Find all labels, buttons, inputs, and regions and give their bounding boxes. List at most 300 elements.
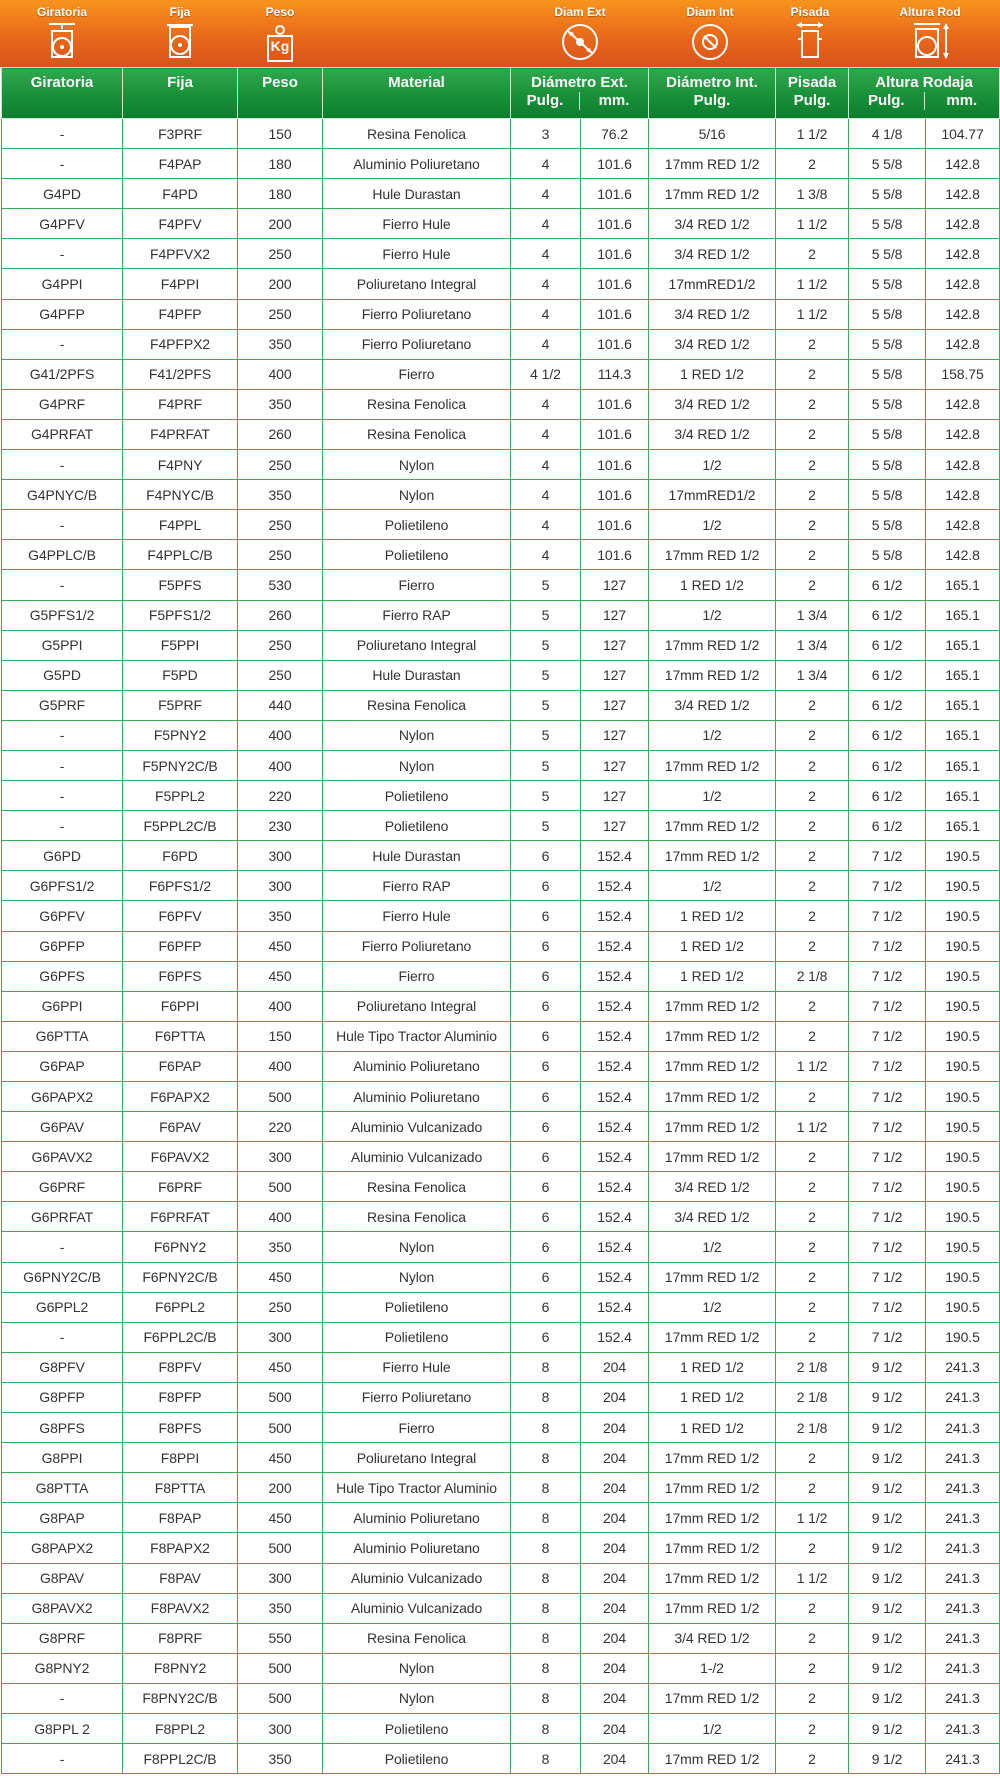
cell-diam-ext-pulg: 6 (511, 1172, 581, 1202)
cell-altura-pulg: 9 1/2 (849, 1503, 926, 1533)
cell-altura-pulg: 7 1/2 (849, 991, 926, 1021)
cell-diam-ext-pulg: 8 (511, 1713, 581, 1743)
cell-diam-ext-pulg: 5 (511, 690, 581, 720)
cell-altura-pulg: 5 5/8 (849, 329, 926, 359)
cell-giratoria: G6PNY2C/B (2, 1262, 123, 1292)
cell-diam-ext-mm: 127 (581, 720, 649, 750)
cell-diam-ext-pulg: 4 (511, 510, 581, 540)
cell-altura-mm: 142.8 (926, 419, 1000, 449)
cell-diam-ext-mm: 152.4 (581, 961, 649, 991)
cell-diam-ext-pulg: 4 (511, 209, 581, 239)
cell-diam-ext-pulg: 8 (511, 1744, 581, 1774)
cell-pisada-pulg: 2 (776, 480, 849, 510)
table-row (2, 329, 1000, 359)
cell-fija: F8PAPX2 (123, 1533, 238, 1563)
cell-diam-ext-pulg: 4 1/2 (511, 359, 581, 389)
cell-pisada-pulg: 2 1/8 (776, 1352, 849, 1382)
cell-diam-int-pulg: 1 RED 1/2 (649, 359, 776, 389)
cell-giratoria: G8PFS (2, 1413, 123, 1443)
cell-diam-ext-pulg: 5 (511, 660, 581, 690)
cell-altura-mm: 190.5 (926, 1232, 1000, 1262)
cell-fija: F8PNY2 (123, 1653, 238, 1683)
cell-pisada-pulg: 1 3/4 (776, 600, 849, 630)
cell-peso: 200 (238, 209, 323, 239)
cell-material: Aluminio Vulcanizado (323, 1593, 511, 1623)
cell-pisada-pulg: 2 (776, 841, 849, 871)
cell-diam-ext-pulg: 4 (511, 389, 581, 419)
cell-giratoria: G4PD (2, 179, 123, 209)
cell-peso: 150 (238, 1021, 323, 1051)
cell-diam-ext-mm: 127 (581, 660, 649, 690)
cell-altura-mm: 142.8 (926, 389, 1000, 419)
table-row (2, 1563, 1000, 1593)
cell-diam-ext-mm: 204 (581, 1744, 649, 1774)
cell-material: Fierro (323, 961, 511, 991)
col-header-altura-rodaja: Altura Rodaja Pulg. mm. (849, 68, 1000, 119)
cell-diam-ext-mm: 101.6 (581, 450, 649, 480)
cell-diam-int-pulg: 17mm RED 1/2 (649, 1473, 776, 1503)
icon-label-diam-ext: Diam Ext (554, 5, 606, 19)
cell-giratoria: G41/2PFS (2, 359, 123, 389)
cell-diam-ext-pulg: 4 (511, 239, 581, 269)
cell-diam-ext-mm: 204 (581, 1352, 649, 1382)
cell-diam-int-pulg: 1/2 (649, 781, 776, 811)
cell-altura-pulg: 9 1/2 (849, 1623, 926, 1653)
cell-altura-pulg: 7 1/2 (849, 1322, 926, 1352)
cell-material: Aluminio Poliuretano (323, 1082, 511, 1112)
cell-diam-ext-pulg: 6 (511, 871, 581, 901)
cell-altura-mm: 190.5 (926, 961, 1000, 991)
cell-diam-ext-pulg: 6 (511, 1082, 581, 1112)
cell-peso: 450 (238, 1262, 323, 1292)
cell-giratoria: G6PFS (2, 961, 123, 991)
cell-diam-ext-mm: 152.4 (581, 1232, 649, 1262)
cell-altura-mm: 142.8 (926, 450, 1000, 480)
table-row (2, 1352, 1000, 1382)
cell-peso: 300 (238, 1563, 323, 1593)
table-row (2, 1443, 1000, 1473)
cell-giratoria: - (2, 149, 123, 179)
cell-giratoria: G4PRFAT (2, 419, 123, 449)
cell-diam-ext-pulg: 6 (511, 1202, 581, 1232)
cell-material: Aluminio Poliuretano (323, 1533, 511, 1563)
cell-giratoria: G6PFS1/2 (2, 871, 123, 901)
cell-fija: F8PNY2C/B (123, 1683, 238, 1713)
cell-peso: 500 (238, 1082, 323, 1112)
cell-fija: F4PNYC/B (123, 480, 238, 510)
table-row (2, 690, 1000, 720)
cell-giratoria: G8PRF (2, 1623, 123, 1653)
table-row (2, 811, 1000, 841)
cell-giratoria: - (2, 750, 123, 780)
cell-fija: F8PFP (123, 1382, 238, 1412)
cell-diam-int-pulg: 1/2 (649, 510, 776, 540)
cell-giratoria: G8PTTA (2, 1473, 123, 1503)
cell-diam-ext-pulg: 8 (511, 1683, 581, 1713)
cell-altura-mm: 241.3 (926, 1443, 1000, 1473)
cell-giratoria: G5PPI (2, 630, 123, 660)
cell-pisada-pulg: 2 (776, 1082, 849, 1112)
cell-fija: F4PPI (123, 269, 238, 299)
col-header-diametro-int: Diámetro Int. Pulg. (649, 68, 776, 119)
cell-diam-int-pulg: 17mm RED 1/2 (649, 1683, 776, 1713)
cell-giratoria: G6PAPX2 (2, 1082, 123, 1112)
cell-giratoria: - (2, 1744, 123, 1774)
cell-diam-ext-pulg: 8 (511, 1653, 581, 1683)
cell-altura-mm: 190.5 (926, 1202, 1000, 1232)
cell-diam-ext-mm: 204 (581, 1623, 649, 1653)
cell-material: Fierro Hule (323, 1352, 511, 1382)
cell-pisada-pulg: 1 3/8 (776, 179, 849, 209)
cell-diam-int-pulg: 17mmRED1/2 (649, 480, 776, 510)
cell-fija: F5PPL2 (123, 781, 238, 811)
cell-diam-ext-mm: 204 (581, 1503, 649, 1533)
cell-giratoria: G6PAVX2 (2, 1142, 123, 1172)
cell-altura-mm: 241.3 (926, 1653, 1000, 1683)
cell-altura-mm: 165.1 (926, 660, 1000, 690)
cell-diam-int-pulg: 1/2 (649, 1713, 776, 1743)
table-row (2, 1473, 1000, 1503)
cell-diam-ext-mm: 76.2 (581, 119, 649, 149)
cell-material: Aluminio Vulcanizado (323, 1563, 511, 1593)
cell-diam-ext-mm: 101.6 (581, 149, 649, 179)
cell-diam-ext-mm: 152.4 (581, 991, 649, 1021)
cell-material: Fierro Poliuretano (323, 931, 511, 961)
cell-material: Aluminio Poliuretano (323, 1503, 511, 1533)
cell-pisada-pulg: 2 (776, 1473, 849, 1503)
cell-diam-int-pulg: 1/2 (649, 720, 776, 750)
cell-altura-pulg: 6 1/2 (849, 660, 926, 690)
cell-peso: 250 (238, 510, 323, 540)
cell-diam-ext-mm: 204 (581, 1533, 649, 1563)
cell-material: Fierro Poliuretano (323, 1382, 511, 1412)
cell-diam-ext-pulg: 6 (511, 961, 581, 991)
cell-giratoria: G4PFP (2, 299, 123, 329)
cell-diam-ext-pulg: 8 (511, 1593, 581, 1623)
cell-altura-mm: 241.3 (926, 1563, 1000, 1593)
cell-peso: 500 (238, 1413, 323, 1443)
cell-giratoria: - (2, 1683, 123, 1713)
table-row (2, 450, 1000, 480)
cell-altura-pulg: 7 1/2 (849, 1021, 926, 1051)
cell-altura-mm: 142.8 (926, 179, 1000, 209)
cell-altura-pulg: 7 1/2 (849, 1292, 926, 1322)
cell-diam-int-pulg: 1 RED 1/2 (649, 1413, 776, 1443)
cell-fija: F5PNY2 (123, 720, 238, 750)
cell-diam-ext-mm: 152.4 (581, 1082, 649, 1112)
cell-material: Fierro Poliuretano (323, 299, 511, 329)
cell-diam-ext-mm: 114.3 (581, 359, 649, 389)
table-row (2, 359, 1000, 389)
cell-fija: F4PAP (123, 149, 238, 179)
cell-peso: 200 (238, 1473, 323, 1503)
cell-diam-int-pulg: 17mm RED 1/2 (649, 1082, 776, 1112)
cell-giratoria: - (2, 570, 123, 600)
cell-material: Fierro RAP (323, 871, 511, 901)
cell-diam-ext-mm: 127 (581, 750, 649, 780)
cell-material: Fierro Hule (323, 239, 511, 269)
cell-material: Hule Durastan (323, 841, 511, 871)
cell-material: Resina Fenolica (323, 1202, 511, 1232)
table-row (2, 1744, 1000, 1774)
cell-diam-ext-pulg: 4 (511, 329, 581, 359)
cell-peso: 400 (238, 1202, 323, 1232)
cell-giratoria: G6PRF (2, 1172, 123, 1202)
cell-material: Resina Fenolica (323, 690, 511, 720)
icon-header-band (0, 0, 1000, 67)
table-row (2, 630, 1000, 660)
weight-icon (265, 21, 295, 61)
cell-diam-ext-pulg: 4 (511, 299, 581, 329)
cell-diam-ext-mm: 127 (581, 811, 649, 841)
cell-diam-ext-mm: 152.4 (581, 1292, 649, 1322)
cell-material: Poliuretano Integral (323, 1443, 511, 1473)
cell-giratoria: - (2, 450, 123, 480)
cell-diam-ext-pulg: 6 (511, 1232, 581, 1262)
cell-fija: F4PFPX2 (123, 329, 238, 359)
cell-fija: F6PNY2C/B (123, 1262, 238, 1292)
cell-altura-mm: 142.8 (926, 510, 1000, 540)
cell-giratoria: - (2, 811, 123, 841)
cell-pisada-pulg: 2 (776, 389, 849, 419)
cell-material: Hule Durastan (323, 179, 511, 209)
cell-fija: F6PNY2 (123, 1232, 238, 1262)
icon-header-giratoria (22, 0, 102, 67)
table-row (2, 1593, 1000, 1623)
cell-fija: F6PFV (123, 901, 238, 931)
col-subheader-diametro-ext-mm: mm. (579, 92, 648, 110)
table-row (2, 1413, 1000, 1443)
cell-peso: 350 (238, 1593, 323, 1623)
cell-altura-mm: 190.5 (926, 991, 1000, 1021)
cell-giratoria: G4PFV (2, 209, 123, 239)
cell-material: Fierro RAP (323, 600, 511, 630)
cell-fija: F6PFP (123, 931, 238, 961)
cell-peso: 450 (238, 1443, 323, 1473)
cell-altura-mm: 165.1 (926, 720, 1000, 750)
table-row (2, 1322, 1000, 1352)
cell-fija: F8PPI (123, 1443, 238, 1473)
cell-diam-int-pulg: 3/4 RED 1/2 (649, 690, 776, 720)
cell-diam-int-pulg: 1 RED 1/2 (649, 1352, 776, 1382)
icon-label-fija: Fija (169, 5, 191, 19)
cell-diam-ext-mm: 204 (581, 1382, 649, 1412)
cell-diam-ext-pulg: 5 (511, 630, 581, 660)
cell-diam-ext-pulg: 5 (511, 570, 581, 600)
cell-diam-int-pulg: 1/2 (649, 1232, 776, 1262)
cell-pisada-pulg: 2 (776, 570, 849, 600)
cell-diam-int-pulg: 3/4 RED 1/2 (649, 419, 776, 449)
cell-pisada-pulg: 2 (776, 540, 849, 570)
cell-diam-int-pulg: 17mm RED 1/2 (649, 630, 776, 660)
cell-diam-ext-mm: 101.6 (581, 419, 649, 449)
table-row (2, 1232, 1000, 1262)
cell-altura-pulg: 7 1/2 (849, 1142, 926, 1172)
wheel-height-icon (908, 21, 952, 61)
cell-altura-mm: 241.3 (926, 1533, 1000, 1563)
cell-pisada-pulg: 2 (776, 419, 849, 449)
cell-material: Fierro Hule (323, 901, 511, 931)
table-row (2, 781, 1000, 811)
cell-diam-ext-mm: 101.6 (581, 510, 649, 540)
cell-altura-pulg: 5 5/8 (849, 450, 926, 480)
cell-altura-pulg: 9 1/2 (849, 1473, 926, 1503)
cell-diam-ext-pulg: 5 (511, 720, 581, 750)
cell-altura-pulg: 9 1/2 (849, 1744, 926, 1774)
cell-diam-ext-mm: 152.4 (581, 841, 649, 871)
cell-diam-int-pulg: 17mm RED 1/2 (649, 1593, 776, 1623)
cell-peso: 450 (238, 1352, 323, 1382)
cell-pisada-pulg: 1 3/4 (776, 660, 849, 690)
cell-altura-mm: 142.8 (926, 480, 1000, 510)
cell-diam-int-pulg: 17mm RED 1/2 (649, 1533, 776, 1563)
cell-altura-mm: 142.8 (926, 239, 1000, 269)
cell-altura-mm: 158.75 (926, 359, 1000, 389)
cell-diam-ext-pulg: 8 (511, 1473, 581, 1503)
cell-peso: 530 (238, 570, 323, 600)
table-row (2, 209, 1000, 239)
cell-material: Resina Fenolica (323, 419, 511, 449)
col-header-material: Material (323, 68, 511, 119)
cell-diam-ext-pulg: 6 (511, 1322, 581, 1352)
cell-diam-int-pulg: 1/2 (649, 1292, 776, 1322)
table-row (2, 1503, 1000, 1533)
cell-giratoria: G8PAV (2, 1563, 123, 1593)
cell-fija: F6PFS1/2 (123, 871, 238, 901)
cell-giratoria: G6PAV (2, 1112, 123, 1142)
cell-diam-ext-mm: 152.4 (581, 1142, 649, 1172)
cell-altura-pulg: 7 1/2 (849, 961, 926, 991)
cell-altura-pulg: 6 1/2 (849, 781, 926, 811)
cell-fija: F5PRF (123, 690, 238, 720)
cell-material: Polietileno (323, 781, 511, 811)
cell-pisada-pulg: 2 1/8 (776, 1382, 849, 1412)
cell-diam-int-pulg: 17mm RED 1/2 (649, 660, 776, 690)
cell-diam-ext-pulg: 8 (511, 1503, 581, 1533)
cell-altura-mm: 241.3 (926, 1713, 1000, 1743)
cell-giratoria: G4PPI (2, 269, 123, 299)
cell-peso: 350 (238, 389, 323, 419)
cell-altura-mm: 241.3 (926, 1593, 1000, 1623)
cell-altura-pulg: 5 5/8 (849, 179, 926, 209)
cell-altura-mm: 241.3 (926, 1744, 1000, 1774)
cell-diam-ext-pulg: 4 (511, 419, 581, 449)
cell-pisada-pulg: 2 (776, 1744, 849, 1774)
cell-altura-mm: 241.3 (926, 1473, 1000, 1503)
cell-altura-pulg: 9 1/2 (849, 1382, 926, 1412)
table-row (2, 750, 1000, 780)
table-row (2, 239, 1000, 269)
cell-pisada-pulg: 2 (776, 1292, 849, 1322)
cell-peso: 500 (238, 1653, 323, 1683)
col-subheader-diametro-ext-pulg: Pulg. (526, 92, 564, 109)
cell-material: Hule Tipo Tractor Aluminio (323, 1021, 511, 1051)
cell-peso: 180 (238, 149, 323, 179)
cell-material: Nylon (323, 750, 511, 780)
cell-fija: F6PRFAT (123, 1202, 238, 1232)
cell-diam-ext-mm: 127 (581, 690, 649, 720)
cell-altura-pulg: 7 1/2 (849, 871, 926, 901)
cell-giratoria: G5PFS1/2 (2, 600, 123, 630)
cell-diam-ext-mm: 101.6 (581, 179, 649, 209)
cell-fija: F6PAVX2 (123, 1142, 238, 1172)
cell-diam-int-pulg: 1 RED 1/2 (649, 961, 776, 991)
cell-altura-pulg: 7 1/2 (849, 1202, 926, 1232)
cell-altura-mm: 142.8 (926, 149, 1000, 179)
cell-peso: 500 (238, 1382, 323, 1412)
cell-diam-int-pulg: 5/16 (649, 119, 776, 149)
table-row (2, 841, 1000, 871)
cell-peso: 450 (238, 1503, 323, 1533)
table-row (2, 1623, 1000, 1653)
cell-altura-pulg: 5 5/8 (849, 480, 926, 510)
col-subheader-diametro-int-pulg: Pulg. (693, 92, 731, 109)
cell-pisada-pulg: 2 (776, 149, 849, 179)
cell-pisada-pulg: 2 (776, 781, 849, 811)
table-row (2, 389, 1000, 419)
cell-material: Nylon (323, 1653, 511, 1683)
cell-giratoria: G6PPI (2, 991, 123, 1021)
cell-altura-mm: 142.8 (926, 269, 1000, 299)
cell-diam-ext-pulg: 5 (511, 600, 581, 630)
cell-altura-mm: 142.8 (926, 329, 1000, 359)
cell-fija: F8PTTA (123, 1473, 238, 1503)
cell-diam-int-pulg: 3/4 RED 1/2 (649, 329, 776, 359)
table-row (2, 1653, 1000, 1683)
cell-pisada-pulg: 1 1/2 (776, 1051, 849, 1081)
cell-fija: F4PFV (123, 209, 238, 239)
cell-pisada-pulg: 2 (776, 1623, 849, 1653)
cell-pisada-pulg: 2 (776, 1713, 849, 1743)
cell-pisada-pulg: 2 (776, 1683, 849, 1713)
cell-material: Aluminio Poliuretano (323, 149, 511, 179)
cell-peso: 260 (238, 419, 323, 449)
table-row (2, 901, 1000, 931)
cell-altura-mm: 165.1 (926, 750, 1000, 780)
table-row (2, 1292, 1000, 1322)
cell-giratoria: - (2, 510, 123, 540)
cell-fija: F5PPL2C/B (123, 811, 238, 841)
cell-diam-ext-mm: 152.4 (581, 901, 649, 931)
cell-altura-pulg: 6 1/2 (849, 630, 926, 660)
table-row (2, 1713, 1000, 1743)
cell-altura-pulg: 7 1/2 (849, 1232, 926, 1262)
cell-fija: F5PD (123, 660, 238, 690)
cell-pisada-pulg: 1 1/2 (776, 119, 849, 149)
cell-pisada-pulg: 2 (776, 991, 849, 1021)
cell-altura-pulg: 9 1/2 (849, 1563, 926, 1593)
icon-label-peso: Peso (265, 5, 295, 19)
cell-pisada-pulg: 2 (776, 690, 849, 720)
cell-material: Resina Fenolica (323, 389, 511, 419)
table-row (2, 1262, 1000, 1292)
table-row (2, 1112, 1000, 1142)
cell-pisada-pulg: 2 1/8 (776, 1413, 849, 1443)
cell-pisada-pulg: 2 (776, 871, 849, 901)
cell-peso: 220 (238, 781, 323, 811)
cell-diam-int-pulg: 1/2 (649, 450, 776, 480)
cell-pisada-pulg: 2 (776, 450, 849, 480)
cell-pisada-pulg: 2 (776, 1172, 849, 1202)
cell-peso: 500 (238, 1683, 323, 1713)
cell-altura-pulg: 4 1/8 (849, 119, 926, 149)
cell-diam-ext-pulg: 6 (511, 1142, 581, 1172)
cell-material: Aluminio Poliuretano (323, 1051, 511, 1081)
cell-material: Polietileno (323, 540, 511, 570)
cell-diam-ext-mm: 101.6 (581, 299, 649, 329)
cell-giratoria: G8PAP (2, 1503, 123, 1533)
cell-pisada-pulg: 2 (776, 901, 849, 931)
